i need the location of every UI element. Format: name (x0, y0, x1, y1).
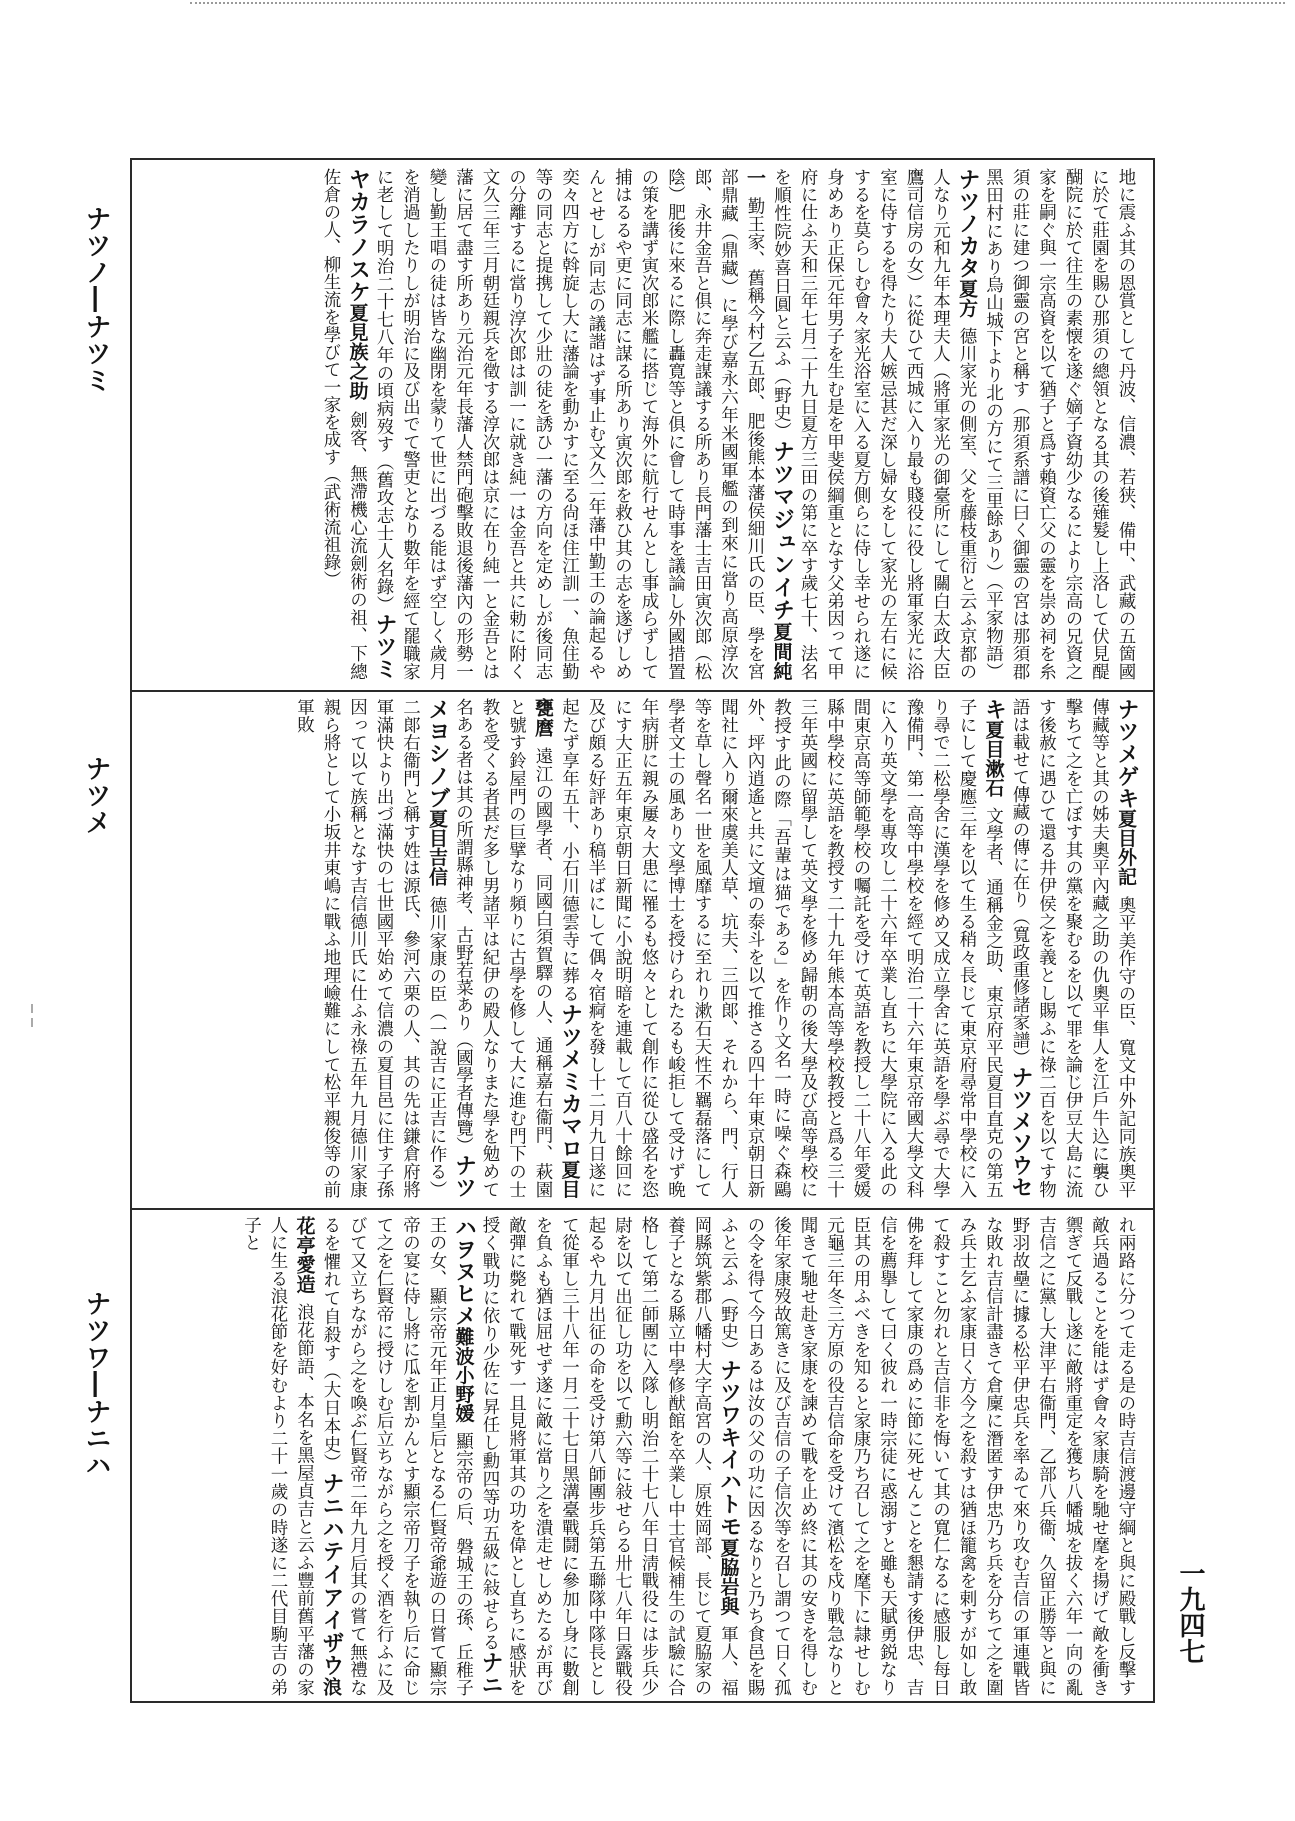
entry-body: 重衍と云ふ京都の人なり元和九年本理夫人（將軍家光の御臺所にして關白太政大臣鷹司信房の女）に從ひて西城に入り最も賤役に役し將軍家光に浴室に侍するを得たり夫人嫉忌甚だ深し婦女をして家光の左右に候するを莫らしむ會々家光浴室に入る夏方側らに侍し幸せられ遂に身めあり正保元年男子を生む是を甲斐侯綱重となす父弟因って甲府に仕ふ天和三年七月二十九日夏方三田の第に卒す歲七十、法名を順性院妙喜日圓と云ふ (771, 168, 977, 680)
entry-descriptor: 勤王家、 (745, 197, 765, 269)
entry-body: 稱金之助、東京府平民夏目直克の第五子にして慶應三年を以て生る稍々長じて東京府尋常中學校に入り尋で二松學舍に漢學を修め又成立學舍に英語を學ぶ尋で大學豫備門、第一高等中學校を經て明治二十六年東京帝國大學文科に入り英文學を專攻し二十六年卒業し直ちに大學院に入る此の間東京高等師範學校の囑託を受けて英語を教授し二十八年愛媛縣中學校に英語を教授す二十九年熊本高等學校教授と爲る三十三年英國に留學して英文學を修め歸朝の後大學及び高等學校に教授す此の際「吾輩は猫である」を作り文名一時に噪ぐ森鷗外、坪內逍遙と共に文壇の泰斗を以て推さる四十年東京朝日新聞社に入り爾來虞美人草、坑夫、三四郞、それから、門、行人等を草し聲名一世を風靡するに至れり漱石天性不羈磊落にして學者文士の風あり文學博士を授けられたるも峻拒して受けず晩年病胼に親み屢々大患に罹るも悠々として創作に從ひ盛名を恣にす大正五年東京朝日新聞に小說明暗を連載して百八十餘回に及び頗る好評あり稿半ばにして偶々宿痾を發し十二月九日遂に起たず享年五十、小石川德雲寺に葬る (559, 698, 1004, 1198)
entry-body: 者、同國白須賀驛の人、通稱嘉右衞門、萩園と號す鈴屋門の巨擘なり頻りに古學を修して大に進む門下の士教を受くる者甚だ多し男諸平は紀伊の殿人なりまた學を勉めて名ある者は其の所謂縣神考、古野若菜あり (453, 698, 553, 1198)
entry-source: （國學者傳覽） (453, 1031, 474, 1154)
page-top-rule (190, 2, 1285, 10)
entry-headword: ナツメ (1114, 698, 1139, 765)
entry-name: 夏目漱石 (982, 720, 1005, 798)
entry-headword-reading: イハトモ (716, 1448, 742, 1538)
dictionary-entry (294, 698, 477, 1198)
entry-headword: ナツメ (1008, 1065, 1033, 1132)
entry-headword-reading: ジュンイチ (769, 508, 795, 622)
tier-lower (146, 1216, 1139, 1696)
entry-headword: ナツメ (557, 1002, 583, 1070)
entry-name: 夏目外記 (1115, 809, 1137, 887)
tier-divider (132, 1208, 1153, 1210)
entry-descriptor: 劍 (347, 410, 368, 429)
entry-name: 夏目吉信 (426, 809, 448, 887)
entry-descriptor: 顯宗帝の后、 (453, 1432, 474, 1538)
dictionary-entry (984, 168, 1137, 680)
tier-divider (132, 690, 1153, 692)
entry-headword: ナツノカタ (955, 168, 980, 279)
entry-body: 地に震ふ其の恩賞として丹波、信濃、若狭、備中、武藏の五箇國に於て莊園を賜ひ那須の總領となる其の後薙髮し上洛して伏見醍醐院に於て往生の素懐を遂ぐ嫡子資幼少なるにより宗高の兄資之家を嗣ぐ與一宗高資を以て猶子と爲す賴資亡父の靈を崇め祠を糸須の莊に建つ御靈の宮と稱す（那須系譜に曰く御靈の宮は那須郡黑田村にあり烏山城下より北の方にて三里餘あり）（平家物語） (983, 168, 1136, 680)
entry-name: 夏脇岩與 (717, 1537, 740, 1616)
entry-descriptor: 浪 (294, 1303, 315, 1322)
entry-source: （武術流祖錄） (321, 465, 341, 588)
dictionary-entry (719, 1216, 1137, 1696)
entry-headword-reading: ゲキ (1114, 764, 1139, 810)
entry-headword: ナニハヲヌヒメ (451, 1216, 503, 1696)
entry-headword: ナツメ (425, 698, 477, 1198)
tier-middle-text (146, 698, 1139, 1198)
page-frame (130, 158, 1155, 1703)
entry-body: 臣（一說吉に正吉に作る）二郞右衞門と稱す姓は源氏、參河六栗の人、其の先は鎌倉府將軍滿快より出づ滿快の七世國平始めて信濃の夏目邑に住す子孫因って以て族稱となす吉信德川氏に仕ふ永祿五年九月德川家康親ら將として小坂井東嶋に戰ふ地理嶮難にして松平親俊等の前軍敗 (294, 698, 447, 1198)
dictionary-entry (560, 698, 1031, 1198)
entry-name: 夏方 (956, 278, 978, 318)
entry-source: （野史） (718, 1287, 739, 1359)
entry-source: （大日本史） (321, 1362, 341, 1472)
entry-body: 客、無滯機心流劍術の祖、下總佐倉の人、柳生流を學びて一家を成す (321, 168, 368, 680)
entry-headword-reading: アイザウ (319, 1585, 344, 1678)
page-number: 一九四七 (1175, 1560, 1205, 1664)
entry-body: 岡縣筑紫郡八幡村大字高宮の人、原姓岡部、長じて夏脇家の養子となる縣立中學修猷館を卒業し中士官候補生の試驗に合格して第二師團に入隊し明治二十七八年日淸戰役には步兵少尉を以て出征し功を以て勳六等に敍せらる卅七八年日露戰役起るや九月出征の命を受け第八師團步兵第五聯隊中隊長として從軍し三十八年一月二十七日黑溝臺戰鬪に參加し身に數創を負ふも猶ほ屈せず遂に敵に當り之を潰走せしめたるが再び敵彈に斃れて戰死す一且見將軍其の功を偉とし直ちに感狀を授く戰功に依り少佐に昇任し勳四等功五級に敍せらる (480, 1216, 712, 1696)
entry-headword-reading: ミカマロ (557, 1069, 583, 1160)
entry-name: 浪花亭愛造 (293, 1216, 342, 1696)
entry-name: 夏間純一 (744, 168, 793, 680)
entry-name: 夏目甕麿 (532, 698, 581, 1198)
entry-source: （舊攻志士人名錄） (374, 453, 394, 614)
entry-descriptor: 軍人、福 (718, 1625, 739, 1696)
entry-headword: ナツマ (769, 440, 795, 509)
entry-body: 舊稱今村乙五郎、肥後熊本藩侯細川氏の臣、學を宮部鼎藏（鼎藏）に學び嘉永六年米國軍艦の到來に當り高原淳次郎、永井金吾と俱に奔走謀議する所あり長門藩士吉田寅次郎（松陰）肥後に來るに際し轟寛等と俱に會して時事を議論し外國措置の策を講ず寅次郎米艦に搭じて海外に航行せんとし事成らずして捕はるるや更に同志に謀る所あり寅次郎を救ひ其の志を遂げしめんとせしが同志の議諧はず事止む文久二年藩中勤王の論起るや奕々四方に斡旋し大に藩論を動かすに至る尙ほ住江訓一、魚住勤等の同志と提携して少壯の徒を誘ひ一藩の方向を定めしが後同志の分離するに當り淳次郎は訓一に就き純一は金吾と共に勅に附く文久三年三月朝廷親兵を徵する淳次郎は京に在り純一と金吾とは藩に居て盡す所あり元治元年長藩人禁門砲擊敗退後藩內の形勢一變し勤王唱の徒は皆な幽閉を蒙りて世に出づる能はず空しく歲月を消過したりしが明治に及び出でて警吏となり數年を經て罷職家に老して明治二十七八年の頃病歿す (374, 168, 765, 680)
entry-body: れ兩路に分つて走る是の時吉信渡邊守綱と與に殿戰し反擊す敵兵過ることを能はず會々家康騎を馳せ麾を揚げて敵を衝き禦ぎて反戰し遂に敵將重定を獲ち八幡城を拔く六年一向の亂吉信之に黨し大津平右衞門、乙部八兵衞、久留正勝等と與に野羽故壘に據る松平伊忠兵を率ゐて來り攻む吉信の軍連戰皆な敗れ吉信計盡きて倉廩に潛匿す伊忠乃ち兵を分ちて之を圍み兵士乞ふ家康日く方今之を殺すは猶ほ籠禽を剌すが如し敢て殺すこと勿れと吉信非を悔いて其の寬仁なるに感服し每日佛を拜して家康の爲めに節に死せんことを懇請す後伊忠、吉信を薦擧して曰く彼れ一時宗徒に惑溺すと雖も天賦勇鋭なり臣其の用ふべきを知ると家康乃ち召して之を麾下に隷せしむ元龜三年冬三方原の役吉信命を受けて濱松を戍り戰急なりと聞きて馳せ赴き家康を諫めて戰を止め終に其の安きを得しむ後年家康歿故篤きに及び吉信の子信次等を召し謂つて日く孤の令を得て今日あるは汝の父の功に因るなりと乃ち食邑を賜ふと云ふ (718, 1216, 1136, 1696)
entry-headword-reading: ヨシノブ (425, 720, 450, 810)
entry-source: （野史） (771, 367, 792, 441)
entry-descriptor: 文學者、通 (983, 807, 1004, 897)
dictionary-entry (480, 1216, 742, 1696)
tier-lower-text (146, 1216, 1139, 1696)
entry-descriptor: 德川家康の (427, 896, 447, 986)
entry-descriptor: 遠江の國學 (533, 747, 553, 838)
running-head-lower: ナツワ―ナニハ (81, 1290, 111, 1479)
entry-source: （寬政重修諸家譜） (1010, 908, 1030, 1066)
running-head-middle: ナツメ (81, 755, 111, 836)
print-speck (31, 1004, 33, 1013)
print-speck (31, 1018, 33, 1027)
tier-upper-text (146, 168, 1139, 680)
entry-headword: ナツミ (372, 613, 397, 680)
entry-body: 寬文中外記同族奧平傳藏等と其の姊夫奧平內藏之助の仇奧平隼人を江戶牛込に襲ひ擊ちて之を亡ぼす其の黨を聚むるを以て罪を論じ伊豆大島に流す後赦に遇ひて還る井伊侯之を義とし賜ふに祿二百を以てす物語は載せて傳藏の傳に在り (1010, 698, 1136, 1198)
entry-headword: ナツワキ (716, 1358, 742, 1449)
dictionary-entry (374, 168, 795, 680)
running-head-upper: ナツノ―ナツミ (81, 205, 111, 394)
entry-headword: ナニハテイ (319, 1471, 344, 1586)
entry-body: 花節語、本名を黑屋貞吉と云ふ豐前舊平藩の家人に生る浪花節を好むより二十一歲の時遂に二代目駒吉の弟子と (241, 1216, 315, 1696)
tier-middle (146, 698, 1139, 1198)
entry-headword-reading: ソウセキ (981, 698, 1033, 1198)
entry-headword-reading: ヤカラノスケ (345, 168, 371, 303)
tier-upper (146, 168, 1139, 680)
entry-body: 磐城王の孫、丘稚子王の女、顯宗帝元年正月皇后となる仁賢帝爺遊の日嘗て顯宗帝の宴に侍し將に瓜を割かんとす顯宗帝刀子を執り后に命じて之を仁賢帝に授けしむ后立ちながら之を授く酒を行ふに及びて又立ちながら之を喚ぶ仁賢帝二年九月后其の嘗て無禮なるを懼れて自殺す (321, 1216, 474, 1696)
entry-descriptor: 德川家光の側室、父を藤枝 (957, 327, 977, 539)
entry-descriptor: 奧平美作守の臣、 (1116, 896, 1136, 1039)
entry-name: 夏見族之助 (346, 303, 369, 401)
entry-name: 難波小野媛 (452, 1326, 475, 1423)
